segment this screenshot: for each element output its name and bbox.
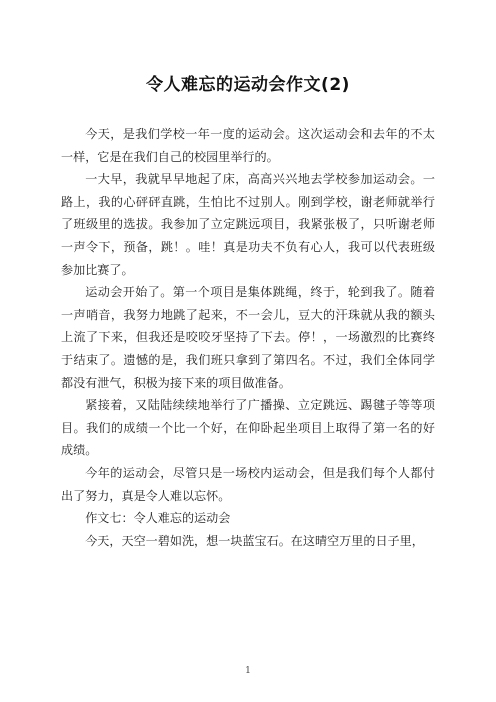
section-heading: 作文七：令人难忘的运动会 xyxy=(85,511,231,526)
paragraph: 今年的运动会，尽管只是一场校内运动会，但是我们每个人都付出了努力，真是令人难以忘怀。 xyxy=(61,465,435,503)
document-title: 令人难忘的运动会作文(2) xyxy=(146,75,350,95)
paragraph: 一大早，我就早早地起了床，高高兴兴地去学校参加运动会。一路上，我的心砰砰直跳，生怕比不过别人。刚到学校，谢老师就举行了班级里的选拔。我参加了立定跳远项目，我紧张极了，只听谢老师一声令下，预备，跳！。哇！真是功夫不负有心人，我可以代表班级参加比赛了。 xyxy=(61,172,435,277)
document-body xyxy=(61,123,435,552)
paragraph: 紧接着，又陆陆续续地举行了广播操、立定跳远、踢毽子等等项目。我们的成绩一个比一个好，在仰卧起坐项目上取得了第一名的好成绩。 xyxy=(61,398,435,458)
paragraph: 今天，是我们学校一年一度的运动会。这次运动会和去年的不太一样，它是在我们自己的校园里举行的。 xyxy=(61,127,435,164)
paragraph: 今天，天空一碧如洗，想一块蓝宝石。在这晴空万里的日子里， xyxy=(85,533,424,548)
paragraph: 运动会开始了。第一个项目是集体跳绳，终于，轮到我了。随着一声哨音，我努力地跳了起来，不一会儿，豆大的汗珠就从我的额头上流了下来，但我还是咬咬牙坚持了下去。停！，一场激烈的比赛终于结束了。遗憾的是，我们班只拿到了第四名。不过，我们全体同学都没有泄气，积极为接下来的项目做准备。 xyxy=(61,285,435,390)
page-number: 1 xyxy=(245,666,251,676)
